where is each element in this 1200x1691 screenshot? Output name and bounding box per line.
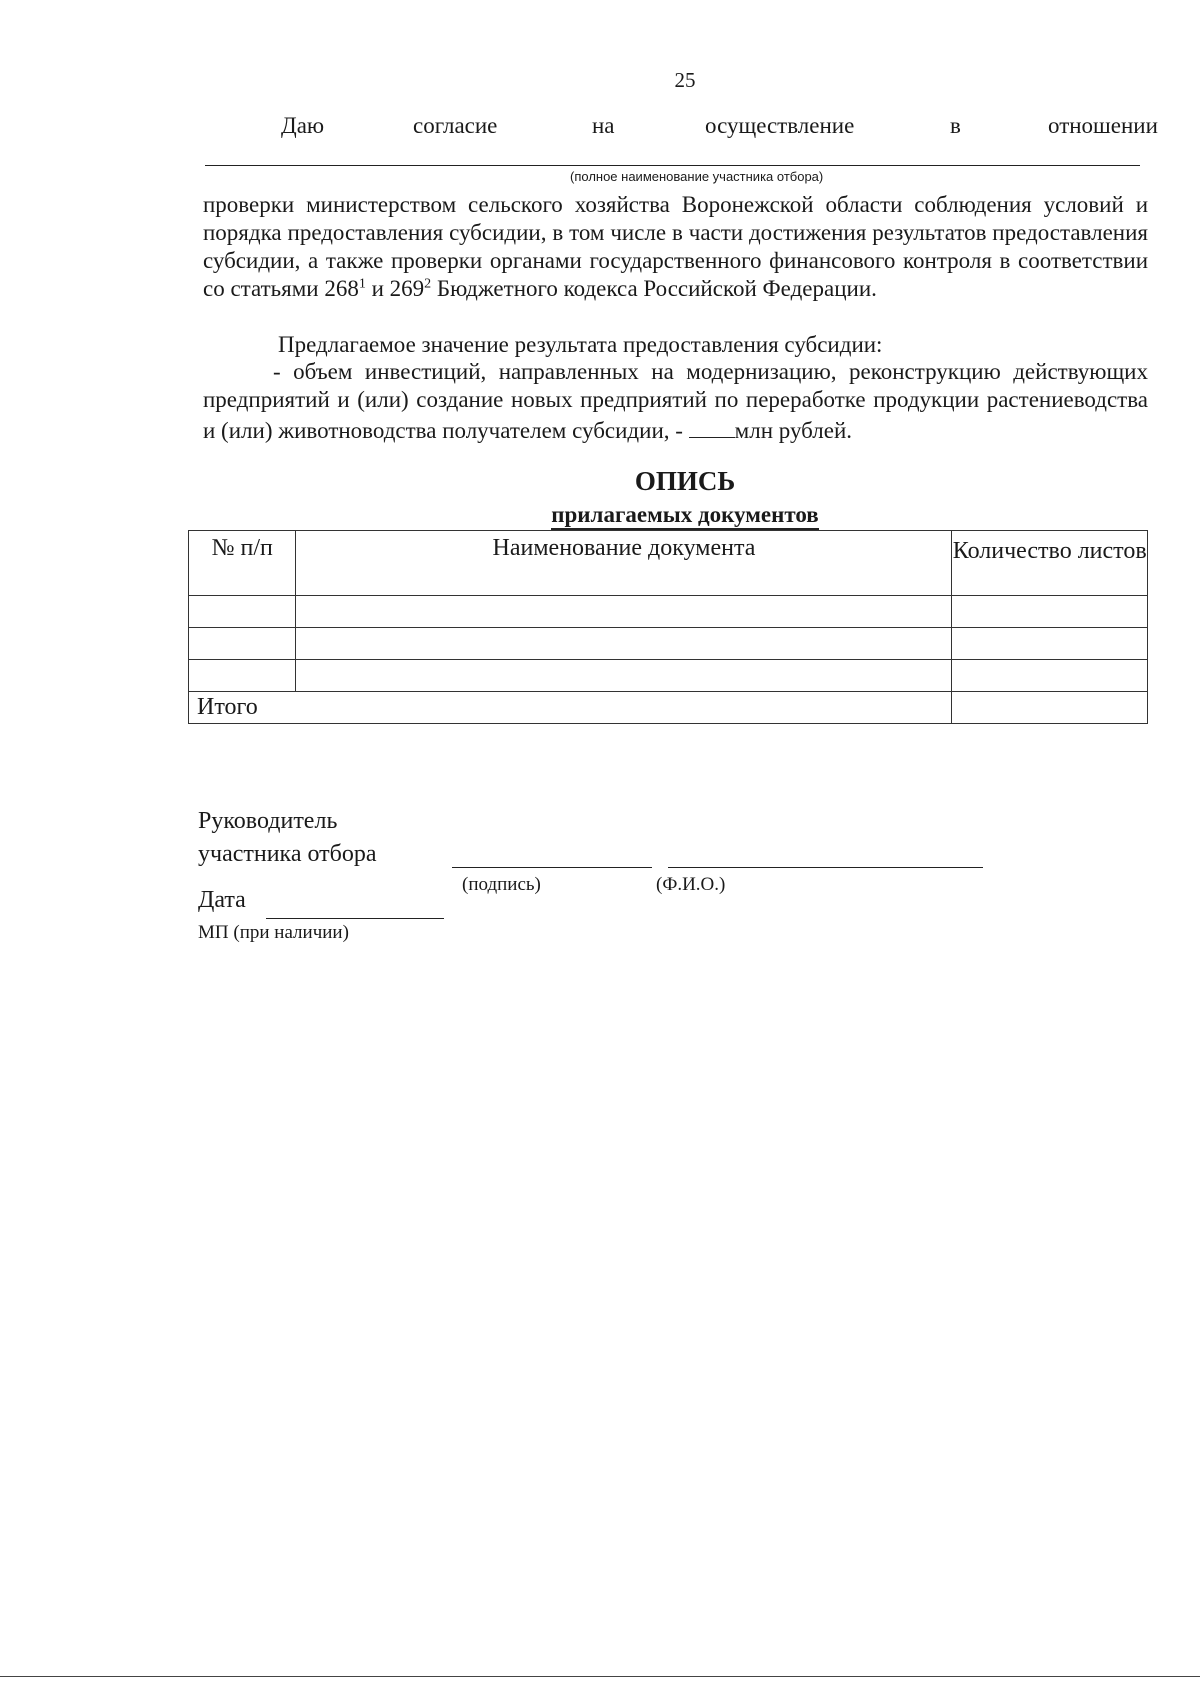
documents-table: [188, 530, 1148, 724]
cell-document-name[interactable]: [296, 628, 952, 660]
superscript-1: 1: [358, 276, 366, 292]
inventory-heading: ОПИСЬ: [634, 466, 736, 496]
superscript-2: 2: [424, 276, 432, 292]
signature-line[interactable]: [452, 867, 652, 868]
result-item-paragraph: [203, 358, 1148, 445]
inventory-subheading-text: прилагаемых документов: [551, 502, 818, 530]
cell-number[interactable]: [189, 660, 296, 692]
header-document-name: Наименование документа: [296, 531, 952, 596]
full-name-line[interactable]: [668, 867, 983, 868]
total-label: Итого: [189, 692, 952, 724]
header-sheet-count: Количество листов: [952, 531, 1148, 596]
consent-paragraph: [203, 191, 1148, 303]
cell-sheet-count[interactable]: [952, 596, 1148, 628]
date-line[interactable]: [266, 918, 444, 919]
paragraph-text-part-3: Бюджетного кодекса Российской Федерации.: [431, 276, 877, 301]
consent-word-3: на: [592, 113, 615, 138]
table-header-row: [189, 531, 1148, 596]
result-item-text: - объем инвестиций, направленных на модернизацию, реконструкцию действующих предприятий и (или) создание новых предприятий по переработке продукции растениеводства и (или) животноводства получателем субсидии, -: [203, 359, 1148, 443]
cell-document-name[interactable]: [296, 596, 952, 628]
participant-name-line[interactable]: [205, 165, 1140, 166]
result-intro-text: Предлагаемое значение результата предоставления субсидии:: [278, 332, 883, 357]
signatory-title-line1: Руководитель: [198, 808, 338, 834]
signature-caption: (подпись): [462, 874, 541, 895]
page-bottom-edge: [0, 1676, 1200, 1677]
investment-amount-blank[interactable]: [689, 414, 735, 438]
paragraph-text-part-2: и 269: [365, 276, 425, 301]
cell-number[interactable]: [189, 596, 296, 628]
participant-name-caption: (полное наименование участника отбора): [570, 169, 824, 184]
date-label-text: Дата: [198, 887, 246, 913]
consent-word-2: согласие: [413, 113, 498, 138]
table-row: [189, 628, 1148, 660]
signatory-title-line2: участника отбора: [198, 841, 377, 867]
result-item-unit: млн рублей.: [734, 418, 853, 443]
consent-word-5: в: [950, 113, 961, 138]
cell-document-name[interactable]: [296, 660, 952, 692]
table-row: [189, 596, 1148, 628]
inventory-subheading: [0, 502, 1200, 528]
cell-sheet-count[interactable]: [952, 660, 1148, 692]
cell-sheet-count[interactable]: [952, 628, 1148, 660]
cell-total-sheets[interactable]: [952, 692, 1148, 724]
paragraph-text-part-1: проверки министерством сельского хозяйства Воронежской области соблюдения условий и порядка предоставления субсидии, в том числе в части достижения результатов предоставления субсидии, а также проверки органами государственного финансового контроля в соответствии со статьями 268: [203, 192, 1148, 301]
date-label: [198, 887, 246, 914]
page-number: 25: [674, 68, 696, 92]
full-name-caption: (Ф.И.О.): [656, 874, 726, 895]
consent-word-4: осуществление: [705, 113, 855, 138]
table-total-row: [189, 692, 1148, 724]
consent-word-6: отношении: [1048, 113, 1158, 138]
header-number: № п/п: [189, 531, 296, 596]
result-intro-paragraph: [203, 331, 1148, 359]
consent-word-1: Даю: [281, 113, 325, 138]
table-row: [189, 660, 1148, 692]
stamp-note: МП (при наличии): [198, 922, 349, 943]
cell-number[interactable]: [189, 628, 296, 660]
